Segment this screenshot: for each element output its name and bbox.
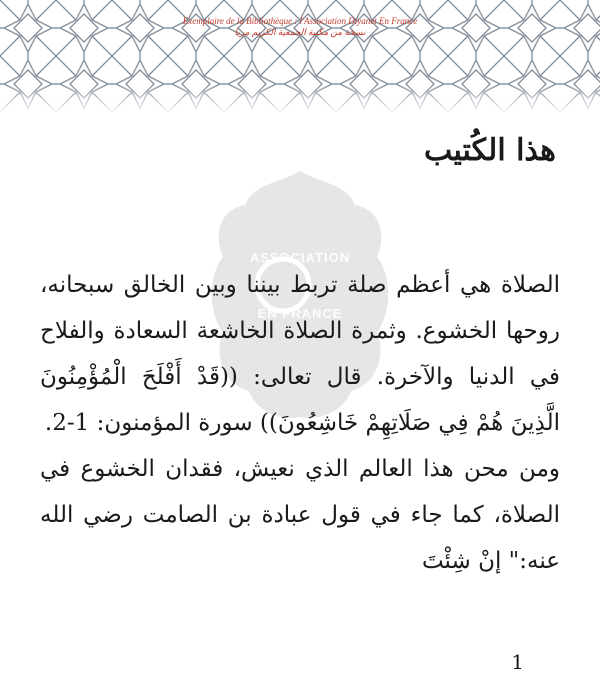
page-title: هذا الكُتيب: [424, 133, 556, 168]
seal-label-line2: EN FRANCE: [257, 306, 343, 321]
watermark-line-french: Exemplaire de la Bibliothèque : l'Association Diyanet En France: [182, 16, 418, 26]
watermark-line-arabic: نسخة من مكتبة الجمعية الكريم مريا: [234, 27, 366, 37]
paragraph-2: ومن محن هذا العالم الذي نعيش، فقدان الخشوع في الصلاة، كما جاء في قول عبادة بن الصامت رضي الله عنه:" إنْ شِئْتَ: [40, 456, 560, 574]
library-watermark: [0, 16, 600, 38]
paragraph-1: الصلاة هي أعظم صلة تربط بيننا وبين الخالق سبحانه، روحها الخشوع. وثمرة الصلاة الخاشعة السعادة والفلاح في الدنيا والآخرة. قال تعالى: ((قَدْ أَفْلَحَ الْمُؤْمِنُونَ الَّذِينَ هُمْ فِي صَلَاتِهِمْ خَاشِعُونَ)) سورة المؤمنون: 1-2.: [40, 272, 560, 436]
body-text: [40, 262, 560, 584]
seal-label-line1: ASSOCIATION: [249, 250, 351, 265]
page-number: 1: [511, 650, 524, 674]
